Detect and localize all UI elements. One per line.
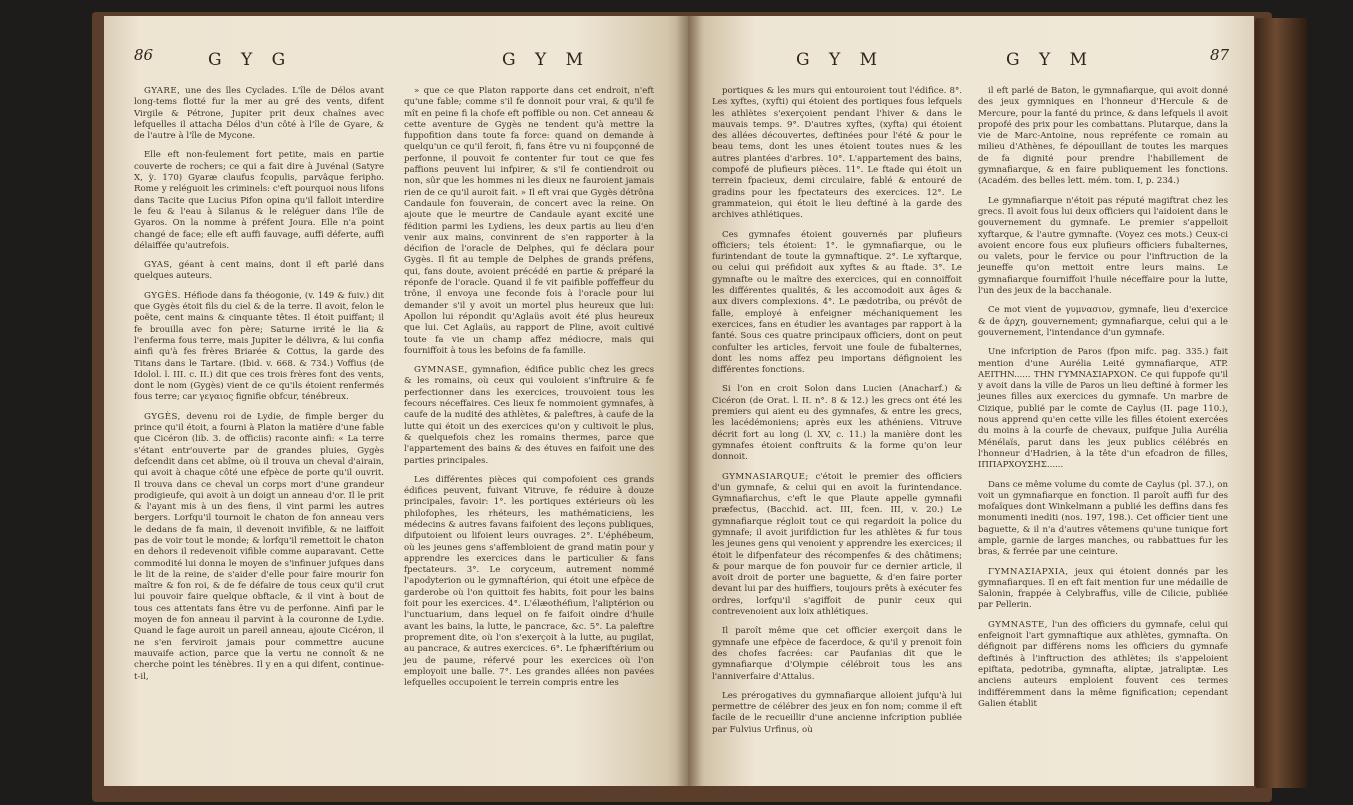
article-paragraph: GYGÈS, devenu roi de Lydie, de fimple berger du prince qu'il étoit, a fourni à Platon la matière d'une fable que Cicéron (lib. 3. de officiis) raconte ainfi: « La terre s'étant entr'ouverte par de grandes pluies, Gygès defcendit dans cet abîme, où il trouva un cheval d'airain, qui avoit à chaque côté une efpèce de porte qu'il ouvrit. Il trouva dans ce cheval un corps mort d'une grandeur prodigieufe, qui avoit à un doigt un anneau d'or. Il le prit & l'ayant mis à un des fiens, il vint parmi les autres bergers. Lorfqu'il tournoit le chaton de fon anneau vers le dedans de fa main, il devenoit invifible, & ne laiffoit pas de voir tout le monde; & lorfqu'il remettoit le chaton en dehors il redevenoit vifible comme auparavant. Cette commodité lui donna le moyen de s'infinuer jufques dans le lit de la reine, de s'aider d'elle pour faire mourir fon maître & fon roi, & de fe défaire de tous ceux qu'il crut lui pouvoir faire quelque obftacle, & il vint à bout de tous ces attentats fans être vu de perfonne. Ainfi par le moyen de fon anneau il parvint à la couronne de Lydie. Quand le fage auroit un pareil anneau, ajoute Cicéron, il ne s'en ferviroit jamais pour commettre aucune mauvaife action, parce que la vertu ne connoît & ne cherche point les ténèbres. Il y en a qui difent, continue-t-il,: [134, 411, 384, 682]
article-paragraph: portiques & les murs qui entouroient tout l'édifice. 8°. Les xyftes, (xyfti) qui étoient des portiques fous lefquels les athlètes s'exerçoient pendant l'hiver & dans le mauvais temps. 9°. D'autres xyftes, (xyfta) qui étoient des allées découvertes, deftinées pour l'été & pour le beau tems, dont les unes étoient toutes nues & les autres plantées d'arbres. 10°. L'appartement des bains, compofé de plufieurs pièces. 11°. Le ftade qui étoit un terrein fpacieux, demi circulaire, fablé & entouré de gradins pour les fpectateurs des exercices. 12°. Le grammateion, qui étoit le lieu deftiné à la garde des archives athlétiques.: [712, 86, 962, 221]
page-number: 86: [134, 46, 154, 64]
article-paragraph: Ce mot vient de γυμνασιον, gymnafe, lieu d'exercice & de ἀρχη, gouvernement; gymnafiarque, celui qui a le gouvernement, l'intendance d'un gymnafe.: [978, 305, 1228, 338]
book-edge: [1255, 18, 1307, 788]
article-paragraph: Si l'on en croit Solon dans Lucien (Anacharf.) & Cicéron (de Orat. l. II. n°. 8 & 12.) les grecs ont été les premiers qui aient eu des gymnafes, & entre les grecs, les lacédémoniens; après eux les athéniens. Vitruve décrit fort au long (l. XV, c. 11.) la manière dont les gymnafes étoient conftruits & la forme qu'on leur donnoit.: [712, 384, 962, 463]
page-number: 87: [1210, 46, 1230, 64]
article-paragraph: GYARE, une des îles Cyclades. L'île de Délos avant long-tems flotté fur la mer au gré des vents, difent Virgile & Pétrone, Jupiter prit deux chaînes avec lefquelles il attacha Délos d'un côté à l'île de Gyare, & de l'autre à l'île de Mycone.: [134, 86, 385, 142]
left-page: [104, 16, 690, 786]
article-paragraph: il eft parlé de Baton, le gymnafiarque, qui avoit donné des jeux gymniques en l'honneur d'Hercule & de Mercure, pour la fanté du prince, & dans lefquels il avoit propofé des prix pour les combattans. Plutarque, dans la vie de Marc-Antoine, nous repréfente ce romain au milieu d'Athènes, fe dépouillant de toutes les marques de fa dignité pour prendre l'habillement de gymnafiarque, & en faire publiquement les fonctions. (Académ. des belles lett. mém. tom. I, p. 234.): [978, 86, 1228, 187]
article-paragraph: GYAS, géant à cent mains, dont il eft parlé dans quelques auteurs.: [134, 260, 384, 282]
running-header-right: G Y M: [502, 50, 591, 70]
text-column-1: [712, 86, 962, 744]
article-paragraph: Les différentes pièces qui compofoient ces grands édifices peuvent, fuivant Vitruve, fe réduire à douze principales, favoir: 1°. les portiques extérieurs où les philofophes, les rhéteurs, les mathématiciens, les médecins & autres favans faifoient des leçons publiques, difputoient ou lifoient leurs ouvrages. 2°. L'éphébeum, où les jeunes gens s'affembloient de grand matin pour y apprendre les exercices dans le particulier & fans fpectateurs. 3°. Le coryceum, autrement nommé l'apodyterion ou le gymnaftérion, qui étoit une efpèce de garderobe où l'on quittoit fes habits, foit pour les bains foit pour les exercices. 4°. L'élæothéfium, l'aliptérion ou l'unctuarium, dans lequel on fe faifoit oindre d'huile avant les bains, la lutte, le pancrace, &c. 5°. La paleftre proprement dite, où l'on s'exerçoit à la lutte, au pugilat, au pancrace, & autres exercices. 6°. Le fphæriftérium ou jeu de paume, réfervé pour les exercices où l'on employoit une balle. 7°. Les grandes allées non pavées lefquelles occupoient le terrein compris entre les: [404, 474, 654, 689]
running-header-right: G Y M: [1006, 50, 1095, 70]
article-paragraph: Les prérogatives du gymnafiarque alloient jufqu'à lui permettre de célébrer des jeux en fon nom; comme il eft facile de le recueillir d'une ancienne infcription publiée par Fulvius Urfinus, où: [712, 690, 962, 735]
right-page: [688, 16, 1254, 786]
article-paragraph: GYGÈS. Héfiode dans fa théogonie, (v. 149 & fuiv.) dit que Gygès étoit fils du ciel & de la terre. Il avoit, felon le poëte, cent mains & cinquante têtes. Il étoit puiffant; il fe brouilla avec fon père; Saturne irrité le lia & l'enferma fous terre, mais Jupiter le délivra, & lui confia ainfi qu'à fes frères Briarée & Cottus, la garde des Titans dans le Tartare. (Ibid. v. 668. & 734.) Voffius (de Idolol. l. III. c. II.) dit que ces trois frères font des vents, dont le nom (Gygès) vient de ce qu'ils étoient renfermés fous terre; car γεγαιος fignifie obfcur, ténébreux.: [134, 290, 384, 403]
article-paragraph: » que ce que Platon rapporte dans cet endroit, n'eft qu'une fable; comme s'il fe donnoit pour vrai, & qu'il fe mît en peine fi la chofe eft poffible ou non. Cet anneau & cette aventure de Gygès ne tendent qu'à mettre la fuppofition dans toute fa force: quand on demande à quelqu'un ce qu'il feroit, fi, fans être vu ni foupçonné de perfonne, il pouvoit fe contenter fur tout ce que fes paffions peuvent lui infpirer, & s'il fe contiendroit ou non, sûr que les hommes ni les dieux ne fauroient jamais rien de ce qu'il auroit fait. » Il eft vrai que Gygès détrôna Candaule fon fouverain, de concert avec la reine. On ajoute que le meurtre de Candaule ayant excité une fédition parmi les Lydiens, les deux partis au lieu d'en venir aux mains, convinrent de s'en rapporter à la décifion de l'oracle de Delphes, qui fe déclara pour Gygès. Il fit au temple de Delphes de grands préfens, qui, fans doute, avoient précédé en partie & préparé la réponfe de l'oracle. Quand il fe vit paifible poffeffeur du trône, il envoya une feconde fois à l'oracle pour lui demander s'il y avoit un mortel plus heureux que lui: Apollon lui répondit qu'Aglaüs avoit été plus heureux que lui. Cet Aglaüs, au rapport de Pline, avoit cultivé toute fa vie un champ affez médiocre, mais qui fourniffoit à tous les befoins de fa famille.: [404, 86, 654, 356]
article-paragraph: ΓΥΜΝΑΣΙΑΡΧΙΑ, jeux qui étoient donnés par les gymnafiarques. Il en eft fait mention fur une médaille de Salonin, frappée à Celybraffus, ville de Cilicie, publiée par Pellerin.: [978, 566, 1229, 611]
article-paragraph: GYMNASTE, l'un des officiers du gymnafe, celui qui enfeignoit l'art gymnaftique aux athlètes, gymnafta. On défignoit par différens noms les officiers du gymnafe deftinés à l'inftruction des athlètes; ils s'appeloient epiftata, pedotriba, gymnafta, aliptæ, jatraliptæ. Les anciens auteurs emploient fouvent ces termes indifféremment dans la même fignification; cependant Galien établit: [978, 619, 1228, 709]
running-header-left: G Y G: [208, 50, 293, 70]
text-column-1: [134, 86, 384, 691]
article-paragraph: Le gymnafiarque n'étoit pas réputé magiftrat chez les grecs. Il avoit fous lui deux officiers qui l'aidoient dans le gouvernement du gymnafe. Le premier s'appelloit xyftarque, & l'autre gymnafte. (Voyez ces mots.) Ceux-ci avoient encore fous eux plufieurs officiers fubalternes, ou valets, pour le fervice ou pour l'inftruction de la jeuneffe qu'on mettoit entre leurs mains. Le gymnafiarque fourniffoit l'huile néceffaire pour la lutte, l'un des jeux de la bacchanale.: [978, 195, 1228, 297]
book-gutter: [676, 16, 702, 786]
article-paragraph: Une infcription de Paros (fpon mifc. pag. 335.) fait mention d'une Aurélia Leité gymnafiarque, ATP. AEITHN...... THN ΓΥΜΝΑΣΙΑΡΧΟΝ. Ce qui fuppofe qu'il y avoit dans la ville de Paros un lieu deftiné à former les jeunes filles aux exercices du gymnafe. Un marbre de Cizique, publié par le comte de Caylus (II. page 110.), nous apprend qu'en cette ville les filles étoient exercées du moins à la courfe de chevaux, puifque Julia Aurélia Ménélaïs, parut dans les jeux publics célébrés en l'honneur d'Hadrien, à la tête d'un efcadron de filles, ΙΠΠΑΡΧΟΥΣΗΣ......: [978, 347, 1228, 471]
article-paragraph: Ces gymnafes étoient gouvernés par plufieurs officiers; tels étoient: 1°. le gymnafiarque, ou le furintendant de toute la gymnaftique. 2°. Le xyftarque, ou celui qui préfidoit aux xyftes & au ftade. 3°. Le gymnafte ou le maître des exercices, qui en connoiffoit les différentes qualités, & les accomodoit aux âges & aux divers complexions. 4°. Le pædotriba, ou prévôt de falle, employé à enfeigner méchaniquement les exercices, fans en étudier les avantages par rapport à la fanté. Sous ces quatre principaux officiers, dont on peut confulter les articles, fervoit une foule de fubalternes, dont les noms affez peu importans défignoient les différentes fonctions.: [712, 229, 962, 376]
running-header-left: G Y M: [796, 50, 885, 70]
text-column-2: [978, 86, 1228, 718]
article-paragraph: GYMNASE, gymnafion, édifice public chez les grecs & les romains, où ceux qui vouloient s'inftruire & fe perfectionner dans les exercices, trouvoient tous les fecours néceffaires. Ces lieux fe nommoient gymnafes, à caufe de la nudité des athlètes, & paleftres, à caufe de la lutte qui étoit un des exercices qu'on y cultivoit le plus, & quelquefois chez les romains thermes, parce que l'appartement des bains & des étuves en faifoit une des parties principales.: [404, 365, 655, 466]
article-paragraph: Dans ce même volume du comte de Caylus (pl. 37.), on voit un gymnafiarque en fonction. Il paroît auffi fur des mofaïques dont Winkelmann a publié les deffins dans fes monumenti inediti (nos. 197, 198.). Cet officier tient une baguette, & il n'a d'autres vêtemens qu'une tunique fort ample, garnie de larges manches, ou rabbattues fur les bras, & ferrée par une ceinture.: [978, 479, 1228, 558]
article-paragraph: Elle eft non-feulement fort petite, mais en partie couverte de rochers; ce qui a fait dire à Juvénal (Satyre X, ỳ. 170) Gyaræ claufus fcopulis, parvâque feripho. Rome y reléguoit les criminels: c'eft pourquoi nous lifons dans Tacite que Lucius Pifon opina qu'il falloit interdire le feu & l'eau à Silanus & le reléguer dans l'île de Gyaros. On la nomme à préfent Joura. Elle n'a point changé de face; elle eft auffi fauvage, auffi déferte, auffi délaiffée qu'autrefois.: [134, 150, 384, 251]
text-column-2: [404, 86, 654, 697]
article-paragraph: Il paroît même que cet officier exerçoit dans le gymnafe une efpèce de facerdoce, & qu'il y prenoit foin des chofes facrées: car Paufanias dit que le gymnafiarque d'Olympie célébroit tous les ans l'anniverfaire d'Attalus.: [712, 626, 962, 682]
article-paragraph: GYMNASIARQUE; c'étoit le premier des officiers d'un gymnafe, & celui qui en avoit la furintendance. Gymnafiarchus, c'eft le que Plaute appelle gymnafii præfectus, (Bacchid. act. III, fcen. III, v. 20.) Le gymnafiarque régloit tout ce qui regardoit la police du gymnafe; il avoit jurifdiction fur les athlètes & fur tous les jeunes gens qui venoient y apprendre les exercices; il étoit le difpenfateur des récompenfes & des châtimens; & pour marque de fon pouvoir fur ce dernier article, il avoit droit de porter une baguette, & d'en faire porter devant lui par des huiffiers, toujours prêts à exécuter fes ordres, lorfqu'il s'agiffoit de punir ceux qui contrevenoient aux loix athlétiques.: [712, 471, 962, 618]
